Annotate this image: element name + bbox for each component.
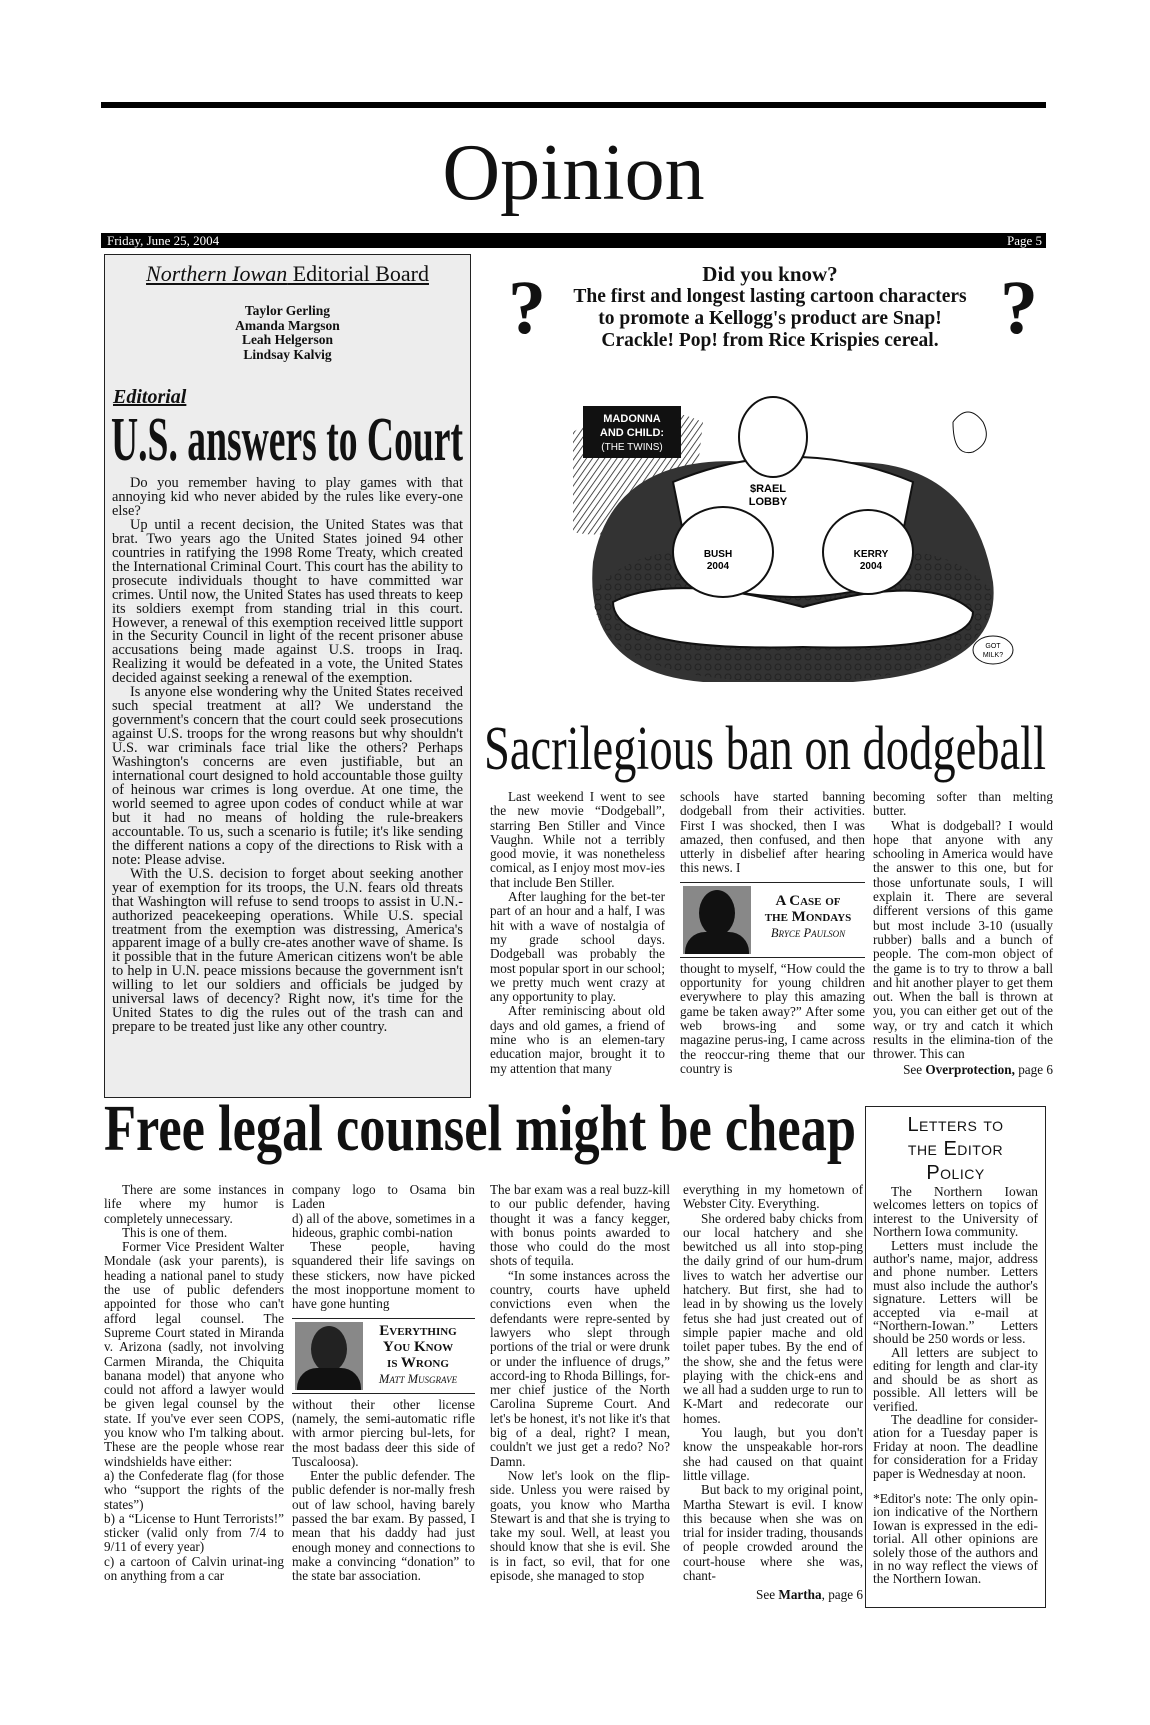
paragraph: Now let's look on the flip-side. Unless you were raised by goats, you know who Martha Stewart is and that she is trying to take my soul. Well, at least you should know that she is evil. She is in fact, so evil, that for one episode, she managed to stop (490, 1467, 670, 1584)
legal-headline: Free legal counsel might be cheap (104, 1092, 856, 1165)
legal-column-2-bottom (292, 1398, 475, 1584)
paragraph: With the U.S. decision to forget about seeking another year of exemption for its troops, the U.N. fears old threats that Washington will refuse to send troops to assist in U.N.-authorized peacekeeping operations. While U.S. special treatment from the exemption was distressing, America's apparent image of a bully cre-ates another wave of shame. Is it possible that in the future American citizens won't be able to help in U.N. peace missions because the government isn't willing to let our soldiers and officials be judged by universal laws of decency? Right now, it's time for the United States to dig the rules out of the trash can and prepare to be treated just like any other country. (112, 865, 463, 1036)
paragraph: without their other license (namely, the semi-automatic rifle with armor piercing bul-lets, for the most badass deer this side of Tuscaloosa). (292, 1396, 475, 1469)
paragraph: c) a cartoon of Calvin urinat-ing on anything from a car (104, 1553, 284, 1584)
column-title (753, 893, 863, 941)
board-members (105, 304, 470, 362)
paragraph: Is anyone else wondering why the United States received such special treatment at all? We understand the government's concern that the court could seek prosecutions against U.S. troops for the wrong reasons but why shouldn't U.S. war criminals face trial like the others? Perhaps Washington's concerns are even justifiable, but an international court designed to hold accountable those guilty of heinous war crimes is long overdue. At one time, the world seemed to agree upon codes of conduct while at war but it had no means of holding the rule-breakers accountable. To us, such a scenario is futile; it's like sending the different nations a copy of the directions to Risk with a note: Please advise. (112, 684, 463, 868)
legal-column-1 (104, 1183, 284, 1583)
shirt-text: LOBBY (748, 496, 788, 508)
paragraph: Enter the public defender. The public defender is nor-mally fresh out of law school, having barely passed the bar exam. By passed, I mean that his daddy had just enough money and connections to make a convincing “donation” to the state bar association. (292, 1468, 475, 1584)
paragraph: What is dodgeball? I would hope that anyone with any schooling in America would have the answer to this one, but for those unfortunate souls, I will explain it. There are several different versions of this game but most include 3-10 (usually rubber) balls and a bunch of people. The com-mon object of the game is to try to throw a ball and hit another player to get them out. When the ball is thrown at you, you can either get out of the way, or try and catch it which results in the elimina-tion of the thrower. This can (873, 817, 1053, 1062)
board-member: Leah Helgerson (241, 332, 334, 347)
cartoon-caption: (THE TWINS) (601, 442, 663, 453)
columnist-photo (683, 886, 751, 954)
dodgeball-column-2-bottom (680, 962, 865, 1076)
did-you-know-line: Crackle! Pop! from Rice Krispies cereal. (601, 330, 939, 351)
egg-label: 2004 (859, 561, 883, 572)
paragraph: thought to myself, “How could the opportunity for young children everywhere to play this amazing game be taken away?” After some web brows-ing and some magazine perus-ing, I came across the reoccur-ring theme that our country is (680, 960, 865, 1076)
legal-column-3 (490, 1183, 670, 1583)
dodgeball-column-2 (680, 790, 865, 1076)
paragraph: Do you remember having to play games with that annoying kid who never abided by the rules like every-one else? (112, 475, 463, 519)
question-mark-icon: ? (1000, 266, 1038, 350)
issue-date: Friday, June 25, 2004 (107, 233, 220, 248)
did-you-know-line: The first and longest lasting cartoon characters (573, 286, 967, 307)
editorial-body (112, 477, 463, 1035)
dodgeball-headline: Sacrilegious ban on dodgeball (484, 715, 1046, 783)
legal-column-4-text (683, 1183, 863, 1583)
cartoon-caption: MADONNA (603, 413, 661, 425)
board-member: Taylor Gerling (244, 303, 331, 318)
title-line: Policy (926, 1162, 985, 1184)
paragraph: b) a “License to Hunt Terrorists!” sticker (valid only from 7/4 to 9/11 of every year) (104, 1510, 284, 1555)
paragraph: The Northern Iowan welcomes letters on topics of interest to the University of Northern Iowa community. (873, 1184, 1038, 1240)
jump-prefix: See (756, 1587, 779, 1603)
cartoon-caption: AND CHILD: (599, 427, 665, 439)
title-line: Letters to (907, 1114, 1004, 1136)
column-title-line: is Wrong (387, 1354, 449, 1371)
legal-column-2 (292, 1183, 475, 1584)
section-title: Opinion (442, 129, 705, 217)
question-mark-icon: ? (508, 266, 546, 350)
paragraph: everything in my hometown of Webster City. Everything. (683, 1182, 863, 1212)
letters-policy-body (866, 1185, 1045, 1480)
paragraph: After laughing for the bet-ter part of an hour and a half, I was hit with a wave of nostalgia of my grade school days. Dodgeball was probably the most popular sport in our school; we pretty much went crazy at any opportunity to play. (490, 889, 665, 1005)
title-line: the Editor (907, 1138, 1004, 1160)
paragraph: Former Vice President Walter Mondale (ask your parents), is heading a national panel to study the use of public defenders appointed for those who can't afford legal counsel. The Supreme Court stated in Miranda v. Arizona (sadly, not involving Carmen Miranda, the Chiquita banana model) that anyone who could not afford a lawyer would be given legal counsel by the state. If you've ever seen COPS, you know who I'm talking about. These are the people whose rear windshields have either: (104, 1239, 284, 1469)
columnist-box (680, 882, 865, 958)
date-bar (101, 233, 1046, 248)
paragraph: d) all of the above, sometimes in a hideous, graphic combi-nation (292, 1210, 475, 1240)
column-title (363, 1323, 473, 1387)
paragraph: All letters are subject to editing for length and clar-ity and should be as short as possible. All letters will be verified. (873, 1344, 1038, 1414)
jump-target: Martha (778, 1587, 822, 1603)
jump-prefix: See (903, 1061, 926, 1077)
columnist-name: Matt Musgrave (378, 1371, 458, 1386)
paragraph: a) the Confederate flag (for those who “support the rights of the states”) (104, 1467, 284, 1512)
paragraph: “In some instances across the country, courts have upheld convictions even when the defendants were repre-sented by lawyers who slept through portions of the trial or were drunk or under the influence of drugs,” accord-ing to Rhoda Billings, for-mer chief justice of the North Carolina Supreme Court. And let's be honest, it's not like it's that big of a deal, right? I mean, couldn't we just get a redo? No? Damn. (490, 1267, 671, 1469)
figure-head (739, 397, 807, 477)
column-title-line: Everything (379, 1322, 457, 1339)
paragraph: schools have started banning dodgeball from their activities. First I was shocked, then I was amazed, then confused, and then utterly in disbelief after hearing this news. I (680, 789, 865, 876)
paragraph: Up until a recent decision, the United States was that brat. Two years ago the United States joined 94 other countries in ratifying the 1998 Rome Treaty, which created the International Criminal Court. This court has the ability to prosecute individuals thought to have committed war crimes. Until now, the United States has used threats to keep its soldiers exempt from standing trial in this court. However, a renewal of this exemption received little support in the Security Council in light of the recent prisoner abuse accusations being made against U.S. troops in Iraq. Realizing it would be defeated in a vote, the United States decided against seeking a renewal of the exemption. (112, 516, 463, 687)
egg-label: 2004 (706, 561, 730, 572)
dodgeball-column-3 (873, 790, 1053, 1077)
egg-label: BUSH (703, 549, 733, 560)
paragraph: The deadline for consider-ation for a Tuesday paper is Friday at noon. The deadline for consideration for a Friday paper is Wednesday at noon. (873, 1411, 1038, 1481)
paragraph: She ordered baby chicks from our local hatchery and she bewitched us all into stop-ping the daily grind of our hum-drum lives to watch her advertise our hatchery. But first, she had to lead in by showing us the lovely fetus she had just created out of simple papier mache and old toilet paper tubes. By the end of the show, she and the fetus were playing with the chick-ens and we all had a sudden urge to run to K-Mart and redecorate our homes. (683, 1210, 863, 1426)
letters-policy-box (865, 1106, 1046, 1608)
jump-line (873, 1062, 1053, 1077)
paragraph: becoming softer than melting butter. (873, 789, 1053, 819)
column-title-line: the Mondays (764, 908, 852, 925)
did-you-know-heading: Did you know? (702, 262, 838, 286)
shirt-text: $RAEL (749, 483, 787, 495)
paragraph: company logo to Osama bin Laden (292, 1182, 475, 1212)
paragraph: Last weekend I went to see the new movie “Dodgeball”, starring Ben Stiller and Vince Vaughn. While not a terribly good movie, it was nonetheless comical, as I enjoy most mov-ies that include Ben Stiller. (490, 789, 665, 890)
paragraph: But back to my original point, Martha Stewart is evil. I know this because when she was on trial for insider trading, thousands of people crowded around the court-house where she was, chant- (683, 1482, 863, 1584)
dodgeball-column-2-top (680, 790, 865, 876)
jump-line (683, 1587, 863, 1602)
editorial-cartoon (553, 392, 1035, 685)
bubble-text: MILK? (982, 652, 1004, 659)
column-title-line: You Know (382, 1338, 454, 1355)
jump-page: , page 6 (821, 1587, 863, 1603)
paragraph: You laugh, but you don't know the unspeakable hor-rors she had caused on that quaint little village. (683, 1425, 863, 1483)
dodgeball-column-1 (490, 790, 665, 1076)
jump-target: Overprotection, (925, 1061, 1015, 1077)
paragraph: After reminiscing about old days and old games, a friend of mine who is an elemen-tary education major, brought it to my attention that many (490, 1003, 665, 1076)
column-title-line: A Case of (775, 892, 841, 909)
paper-name: Northern Iowan (146, 261, 288, 286)
board-member: Amanda Margson (235, 317, 340, 333)
paragraph: There are some instances in life where my humor is completely unnecessary. (104, 1182, 284, 1226)
paragraph: The bar exam was a real buzz-kill to our public defender, having thought it was a fancy kegger, with bonus points awarded to those who could do the most shots of tequila. (490, 1182, 670, 1269)
did-you-know-box (520, 262, 1020, 352)
board-member: Lindsay Kalvig (243, 346, 332, 362)
paragraph: These people, having squandered their life savings on these stickers, now have picked the most inopportune moment to have gone hunting (292, 1239, 475, 1312)
columnist-box (292, 1318, 475, 1394)
letters-policy-title (866, 1113, 1045, 1185)
page-number: Page 5 (1006, 233, 1042, 248)
legal-column-2-top (292, 1183, 475, 1312)
speech-bubble (973, 636, 1013, 664)
paragraph: Letters must include the author's name, major, address and phone number. Letters must also include the author's signature. Letters will be accepted via e-mail at “Northern-Iowan.” Letters should be 250 words or less. (873, 1237, 1038, 1347)
editorial-headline: U.S. answers to Court (111, 406, 463, 474)
did-you-know-line: to promote a Kellogg's product are Snap! (598, 308, 942, 329)
egg-label: KERRY (853, 549, 889, 560)
jump-page: page 6 (1014, 1061, 1053, 1077)
editorial-box (104, 254, 471, 1098)
editorial-label: Editorial (113, 386, 187, 408)
paragraph: This is one of them. (122, 1224, 228, 1240)
legal-column-4 (683, 1183, 863, 1602)
dodgeball-column-3-text (873, 790, 1053, 1062)
bubble-text: GOT (985, 643, 1001, 650)
columnist-name: Bryce Paulson (770, 925, 846, 940)
artist-signature (953, 412, 986, 453)
board-label: Editorial Board (287, 261, 429, 286)
editorial-board-title (105, 261, 470, 287)
editors-note: *Editor's note: The only opin-ion indicative of the Northern Iowan is expressed in the edi-torial. All other opinions are solely those of the authors and in no way reflect the views of the Northern Iowan. (873, 1490, 1038, 1587)
columnist-photo (295, 1322, 363, 1390)
top-rule (101, 102, 1046, 108)
